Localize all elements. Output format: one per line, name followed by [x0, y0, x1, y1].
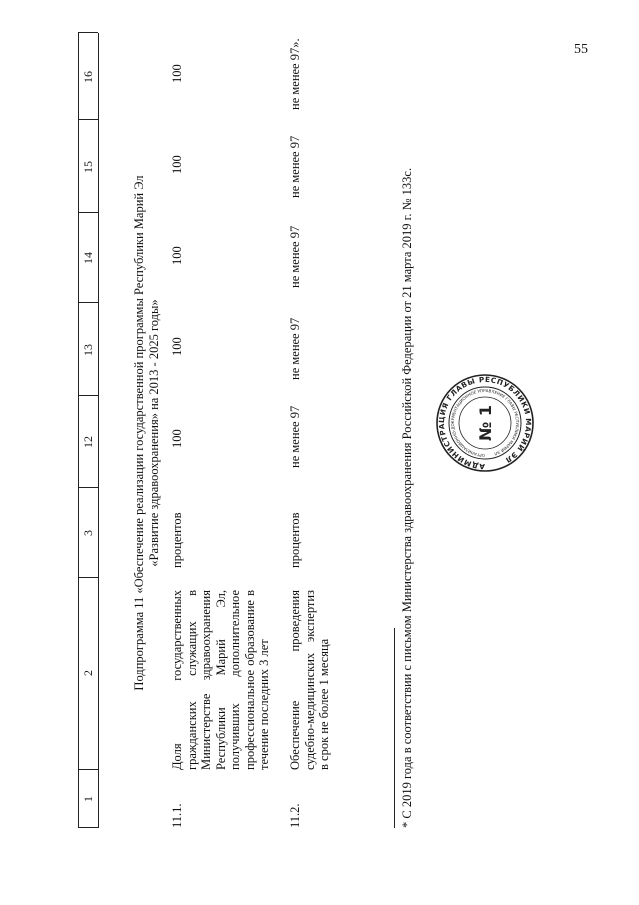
col-divider-15 — [78, 119, 98, 120]
footnote-separator — [394, 628, 395, 828]
rotated-landscape-page — [60, 18, 580, 868]
header-col-13: 13 — [81, 344, 95, 356]
row-value-13: 100 — [170, 337, 184, 356]
row-number: 11.1. — [170, 803, 184, 828]
row-number: 11.2. — [288, 803, 302, 828]
official-stamp-icon — [435, 373, 535, 473]
row-value-14: 100 — [170, 246, 184, 265]
section-title-line-1: Подпрограмма 11 «Обеспечение реализации государственной программы Республики Марий Эл — [132, 175, 146, 691]
row-value-13: не менее 97 — [288, 317, 302, 380]
row-unit: процентов — [170, 512, 184, 568]
section-title — [132, 38, 162, 828]
row-description: Обеспечение проведения судебно-медицинских экспертиз в срок не более 1 месяца — [288, 590, 331, 770]
page-number: 55 — [574, 42, 588, 57]
header-col-2: 2 — [81, 670, 95, 676]
svg-text:№ 1: № 1 — [476, 405, 495, 441]
table-top-border — [78, 33, 79, 828]
row-value-14: не менее 97 — [288, 225, 302, 288]
header-col-16: 16 — [81, 71, 95, 83]
row-value-12: 100 — [170, 429, 184, 448]
table-left-border — [78, 827, 98, 828]
col-divider-1 — [78, 769, 98, 770]
svg-text:АДМИНИСТРАЦИЯ ГЛАВЫ РЕСПУБЛИКИ: АДМИНИСТРАЦИЯ ГЛАВЫ РЕСПУБЛИКИ МАРИЙ ЭЛ — [436, 374, 534, 472]
footnote: * С 2019 года в соответствии с письмом Министерства здравоохранения Российской Федерации от 21 марта 2019 г. № 133с. — [400, 167, 414, 828]
header-col-1: 1 — [81, 796, 95, 802]
col-divider-2 — [78, 577, 98, 578]
row-description: Доля государственных гражданских служащих в Министерстве здравоохранения Республики Марий Эл, получивших дополнительное профессиональное образование в течение последних 3 лет — [170, 590, 271, 770]
header-col-3: 3 — [81, 530, 95, 536]
col-divider-13 — [78, 302, 98, 303]
table-header-bottom-border — [98, 33, 99, 828]
svg-text:ОРГАНИЗАЦИОННО-ДОКУМЕНТАЦИОННО: ОРГАНИЗАЦИОННО-ДОКУМЕНТАЦИОННОЕ УПРАВЛЕНИЕ ГЛАВЫ РЕСПУБЛИКИ МАРИЙ ЭЛ — [449, 387, 521, 459]
col-divider-12 — [78, 395, 98, 396]
row-value-15: не менее 97 — [288, 135, 302, 198]
row-value-12: не менее 97 — [288, 405, 302, 468]
col-divider-14 — [78, 212, 98, 213]
header-col-12: 12 — [81, 436, 95, 448]
col-divider-3 — [78, 487, 98, 488]
header-col-14: 14 — [81, 252, 95, 264]
section-title-line-2: «Развитие здравоохранения» на 2013 - 2025 годы» — [147, 299, 161, 567]
row-unit: процентов — [288, 512, 302, 568]
row-value-15: 100 — [170, 155, 184, 174]
table-right-border — [78, 32, 98, 33]
row-value-16: 100 — [170, 64, 184, 83]
row-value-16: не менее 97». — [288, 38, 302, 110]
header-col-15: 15 — [81, 161, 95, 173]
